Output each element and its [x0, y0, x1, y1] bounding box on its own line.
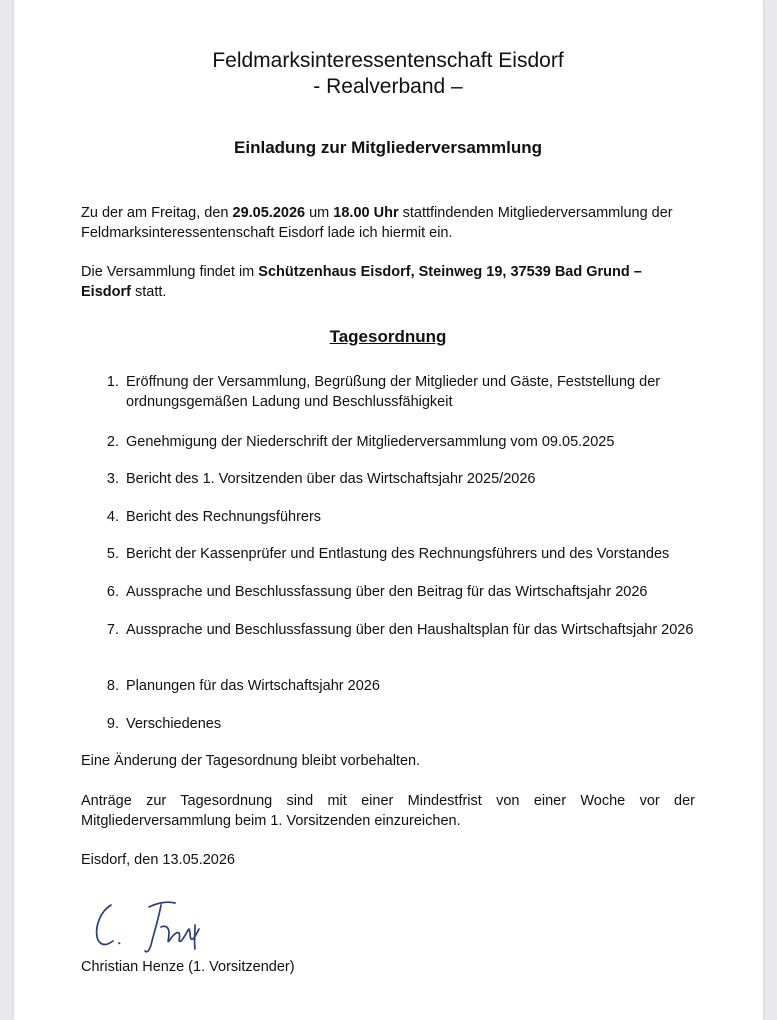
agenda-item-text: Bericht des Rechnungsführers [126, 509, 322, 525]
place-and-date: Eisdorf, den 13.05.2026 [81, 852, 235, 868]
agenda-item-number: 1. [106, 374, 119, 390]
location-text-a: Die Versammlung findet im [81, 264, 259, 280]
agenda-item-number: 5. [106, 546, 119, 562]
agenda-item-number: 8. [106, 678, 119, 694]
agenda-item-text: Verschiedenes [126, 716, 222, 732]
intro-text-c: stattfindenden Mitgliederversammlung der Feldmarksinteressentenschaft Eisdorf lade ich hiermit ein. [81, 205, 673, 241]
agenda-item-text: Aussprache und Beschlussfassung über den Beitrag für das Wirtschaftsjahr 2026 [126, 584, 648, 600]
intro-paragraph [81, 203, 695, 243]
organization-name: Feldmarksinteressentenschaft Eisdorf [212, 49, 564, 72]
motions-notice: Anträge zur Tagesordnung sind mit einer Mindestfrist von einer Woche vor der Mitgliederversammlung beim 1. Vorsitzenden einzureichen. [81, 793, 695, 829]
agenda-heading: Tagesordnung [329, 327, 447, 346]
agenda-item-number: 9. [106, 716, 119, 732]
location-paragraph [81, 262, 695, 302]
meeting-location: Schützenhaus Eisdorf, Steinweg 19, 37539 Bad Grund – Eisdorf [81, 264, 642, 300]
intro-text-a: Zu der am Freitag, den [81, 205, 233, 221]
document-title: Einladung zur Mitgliederversammlung [234, 138, 542, 157]
agenda-item-text: Bericht der Kassenprüfer und Entlastung des Rechnungsführers und des Vorstandes [126, 546, 670, 562]
agenda-item-text: Eröffnung der Versammlung, Begrüßung der Mitglieder und Gäste, Feststellung der ordnungsgemäßen Ladung und Beschlussfähigkeit [126, 374, 661, 410]
agenda-item-text: Genehmigung der Niederschrift der Mitgliederversammlung vom 09.05.2025 [126, 434, 615, 450]
agenda-item-number: 3. [106, 471, 119, 487]
agenda-item-number: 4. [106, 509, 119, 525]
agenda-item-number: 6. [106, 584, 119, 600]
meeting-date: 29.05.2026 [232, 205, 306, 221]
agenda-item-text: Aussprache und Beschlussfassung über den Haushaltsplan für das Wirtschaftsjahr 2026 [126, 622, 694, 638]
agenda-item-number: 2. [106, 434, 119, 450]
intro-text-b: um [305, 205, 334, 221]
location-text-b: statt. [130, 284, 167, 300]
agenda-change-notice: Eine Änderung der Tagesordnung bleibt vorbehalten. [81, 753, 421, 769]
organization-subtitle: - Realverband – [313, 75, 463, 98]
agenda-item-text: Planungen für das Wirtschaftsjahr 2026 [126, 678, 380, 694]
agenda-item-text: Bericht des 1. Vorsitzenden über das Wirtschaftsjahr 2025/2026 [126, 471, 536, 487]
document-page [14, 0, 763, 1020]
signature-icon [91, 893, 211, 955]
agenda-item-number: 7. [106, 622, 119, 638]
meeting-time: 18.00 Uhr [333, 205, 399, 221]
signatory-name: Christian Henze (1. Vorsitzender) [81, 959, 295, 975]
